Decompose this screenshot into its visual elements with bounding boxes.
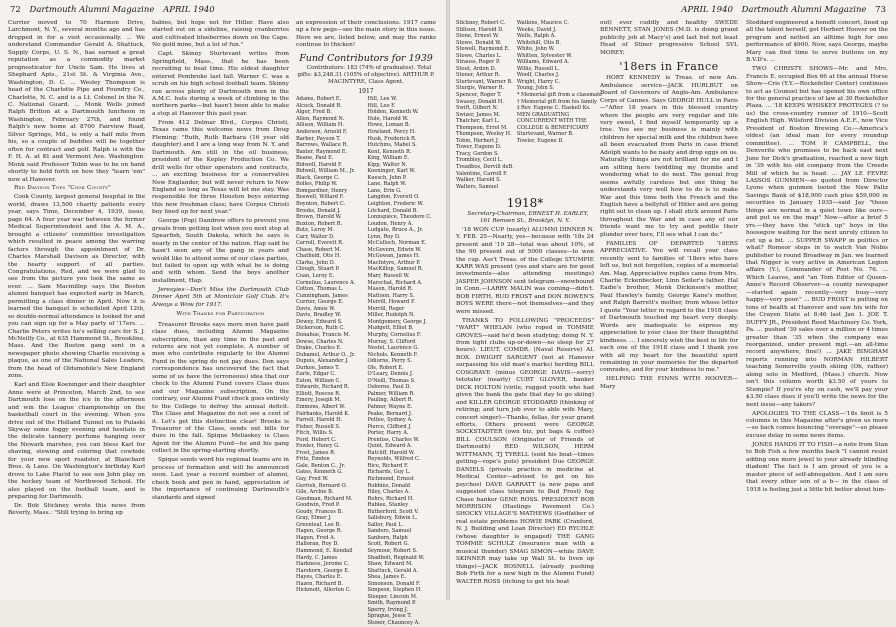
- contributor-name: Rohrs, Richard H.: [367, 495, 414, 502]
- contributor-name: Riley, Charles A.: [367, 489, 410, 496]
- contributor-name: Marschat, Richard A.: [367, 279, 423, 286]
- contributor-name: Treadbos, Dervill deB.: [456, 164, 514, 171]
- contributor-name: Coan, Leroy E.: [296, 273, 335, 280]
- contributor-name: Goodwin, Fred P.: [296, 502, 340, 509]
- left-column-3: [296, 20, 436, 627]
- paragraph: babies, but hope not for Hitler. Have also started out on a sideline, raising cranberries and cultivated blueberries down on the Cape. No gold mine, but a lot of fun.": [152, 20, 289, 49]
- contributor-name: Farrell, Harold H.: [296, 417, 343, 424]
- contributor-name: Alger, Fred B.: [296, 109, 332, 116]
- contributor-name: Sturtevant, Warner B.: [516, 131, 574, 138]
- paragraph: Currier moved to 70 Harmon Drive, Larchmont, N. Y., several months ago and has dropped in for a visit occasionally. ... We understand Commander Gerald A. Shattuck, Supply Corps, U. S. N., has earned a great reputation as a commodity market prognosticator for Uncle Sam. He lives at Shephard Apts., 21st St. & Virginia Ave., Washington, D. C. ... Wesley Thompson is head of the Charlotte Pipe and Foundry Co., Charlotte, N. C. and is a Lt. Colonel in the N. C. National Guard. ... Monk Wells joined Ralph Britton at a Dartmouth luncheon in Washington, February 27th, and found Ralph's new home at 8700 Fairview Road, Silver Springs, Md., is only a half mile from his, so a couple of buddies will be together often for contract and golf. Ralph is with the F. H. A. at Kt and Vermont Ave. Washington. Monk said Professor Tobin was to be on hand shortly to hold forth on how they "learn 'em" now at Hanover.: [8, 20, 145, 183]
- contributor-name: Alcock, Donald R.: [296, 102, 342, 109]
- contributor-name: CONCURRENT WITH THE: [516, 118, 587, 125]
- contributor-name: Montgomery, George J.: [367, 318, 427, 325]
- class-year-heading: 1918*: [506, 196, 544, 211]
- contributor-name: Carr, Walter D.: [296, 233, 335, 240]
- contributor-name: Durkee, James T.: [296, 364, 340, 371]
- contributor-name: Howe, Loman B.: [367, 122, 411, 129]
- contributor-name: Dubamel, Arthur O., Jr.: [296, 351, 356, 358]
- contributor-name: Odiorne, Perry S.: [367, 358, 413, 365]
- contributor-name: Gay, Fred W.: [296, 475, 329, 482]
- contributor-name: White, John W.: [516, 46, 555, 53]
- contributor-name: Nestel, Laurence G.: [367, 345, 419, 352]
- contributor-name: Stoner, Arthur R.: [456, 72, 501, 79]
- contributor-name: Hagen, Fred A.: [296, 534, 336, 541]
- contributor-name: MacKillop, Samuel R.: [367, 266, 424, 273]
- contributor-name: Seymour, Robert S.: [367, 548, 418, 554]
- contributor-name: Lynn, Roy D.: [367, 233, 401, 240]
- right-page: [450, 0, 896, 600]
- contributor-name: Trombley, Cecil L.: [456, 157, 503, 164]
- paragraph: Dr. Bob Stickney wrote this news from Beverly, Mass.: "Still trying to bring up: [8, 503, 145, 517]
- contributor-name: Anderson, Arnold F.: [296, 129, 348, 135]
- right-page-number: 73: [875, 5, 886, 15]
- contributor-name: Bidwell, William M., Jr.: [296, 168, 356, 175]
- fund-contributors-title: Fund Contributors for 1939: [299, 52, 433, 64]
- contributor-name: Dupuis, Alexander J.: [296, 358, 349, 365]
- contributor-name: MEN GRADUATING: [516, 111, 570, 118]
- contributor-name: Hill, Lee W.: [367, 96, 398, 103]
- contributor-name: Pierce, Clifford J.: [367, 423, 412, 430]
- contributor-name: Mattoon, Harry S.: [367, 292, 415, 299]
- contributor-name: Brown, Harold W.: [296, 214, 342, 221]
- contributor-name: Hole, Harold W.: [367, 115, 409, 122]
- contributor-name: Donahue, Francis M.: [296, 331, 351, 338]
- contributor-name: Wells, Ralph A.: [516, 33, 556, 40]
- contributor-name: Adams, Robert E.: [296, 96, 342, 103]
- contributor-name: Greenleaf, Lee B.: [296, 521, 341, 528]
- contributor-name: McGovern, Edwin W.: [367, 246, 422, 253]
- contributor-name: Hayes, Charles E.: [296, 574, 343, 581]
- contributor-name: Harshorn, George E.: [296, 567, 350, 574]
- contributor-name: Peake, Bernard J.: [367, 410, 413, 417]
- contributor-name: King, William E.: [367, 155, 410, 162]
- paragraph: Karl and Elsie Koeninger and their daughter Anne were at Princeton, March 2nd, to see Dartmouth lose on the ice in the afternoon and win the League championship on the basketball court in the evening. When you drive out of the Holland Tunnel on to Pulaski Skyway some foggy evening and hesitate in the delicate tannery perfume hanging over the Newark marshes, you can bless Karl for shaving, stewing and coloring that cowhide for your new sport roadster, at Blanchard Bros. & Lane. On Washington's birthday Karl drove to Lake Placid to see son John play on the hockey team of Northwood School. He also played on the football team, and is preparing for Dartmouth.: [8, 382, 145, 501]
- paragraph: '18 WON CUP (nearly) ALUMNI DINNER N. Y. FEB. 25—Nearly, yes—because with '18s 24 present and '19 28—total was about 10%, of the 90 present out of 5000 classes—to won the cup. Ass't Treas. of the College STUMPIE KARR WAS present (yes and stars are for good investments—also attending meetings) JASPER JOHNSON sent telegram—snowbound in Conn.—LARRY MALIN was coming—didn't. BOB FIRTH, RUD FROST and DON BOWEN'S BOYS WERE there—not themselves—and they were missed.: [456, 226, 594, 315]
- contributor-name: Stout, Ardon D.: [456, 65, 497, 72]
- paragraph: Treasurer Brooks says more men have paid class dues, including Alumni Magazine subscription, than any time in the past and returns are not yet complete. A number of men who contribute regularly to the Alumni Fund in the spring do not pay dues. Don says correspondence has uncovered the fact that some of us have the (erroneous) idea that our check to the Alumni Fund covers Class dues and our Magazine subscription. On the contrary, our Alumni Fund check goes entirely to the College to defray the annual deficit. The Class and Magazine do not see a cent of it. Let's get this distinction clear! Brooks is Treasurer of the Class, sends out bills for dues in the fall. Spique Meliaskey is Class Agent for the Alumni Fund—he and his gang collect in the spring-starting shortly.: [152, 321, 289, 455]
- contributor-name: Black, George C.: [296, 174, 340, 181]
- contributor-name: Fisher, Russell S.: [296, 423, 341, 430]
- contributor-name: Merrill, Roger: [367, 305, 405, 312]
- contributor-name: Murphy, Cornelius F.: [367, 331, 422, 338]
- contributor-name: Simonson, Donald F.: [367, 580, 421, 587]
- contributor-name: Currier, George E.: [296, 299, 344, 306]
- contributor-name: Stowe, Donald W.: [456, 39, 502, 46]
- contributor-name: Frost, James R.: [296, 449, 336, 456]
- paragraph: FAMILIES OF DEPARTED '18ERS APPRECIATIVE. You will recall your class recently sent to families of '18ers who have left us, but not forgotten, copies of a memorial Am. Mag. Appreciative replies came from Mrs. Charlie Eckenbecker, Linn Seiler's father. Hal Eadie's brother, Monk Dickinson's mother, Paul Hawley's family, George Kane's mother, and Ralph Barrett's mother, from whose letter I quote "Your letter in regard to the 1918 class of Dartmouth touched my heart very deeply. Words are inadequate to express my appreciation to your class for their thoughtful kindness. ... I sincerely wish the best in life for each one of the 1918 class and I thank you with all my heart for the beautiful spirit remaining in your memories for the departed comrades, and for your kindness to me.": [600, 240, 738, 374]
- contributor-name: Ludgate, Bruce A., Jr.: [367, 227, 424, 234]
- fund-summary: Contributors: 183 (74% of graduates). Total gifts: $3,248.31 (105% of objective). ARTHUR P. MACINTYRE, Class Agent.: [297, 64, 435, 85]
- contributor-name: Palmer, William R.: [367, 390, 415, 397]
- contributor-name: Stoner, Chauncey A.: [367, 620, 420, 627]
- contributor-name: Willis, Russell L.: [516, 65, 560, 72]
- contributor-name: Dewey, Edward S.: [296, 318, 343, 325]
- contributor-name: Gray, Elmer J.: [296, 515, 332, 522]
- contributor-name: Brooks, Donald J.: [296, 207, 341, 214]
- contributor-name: Kuesch, John P.: [367, 174, 407, 181]
- contributor-name: Cunningham, James: [296, 292, 348, 299]
- contributor-name: Howland, Percy H.: [367, 129, 416, 135]
- contributor-name: Litchard, Donald B.: [367, 207, 419, 214]
- contributor-name: Sleeper, Lincoln M.: [367, 593, 418, 600]
- contributor-name: Scott, Robert G.: [367, 541, 410, 548]
- contributor-name: Goudy, Frances B.: [296, 508, 343, 515]
- right-column-2: [600, 20, 738, 594]
- contributor-name: Halloran, Roy D.: [296, 541, 339, 548]
- contributor-list: [456, 20, 603, 190]
- contributor-name: Watkins, Maurice C.: [516, 20, 570, 26]
- contributor-name: Mason, Harold R.: [367, 286, 413, 293]
- contributor-sublist: [368, 96, 437, 626]
- contributor-name: Stone, Ernest W.: [456, 33, 499, 40]
- contributor-name: Husk, Frederick R.: [367, 135, 417, 142]
- paragraph: APOLOGIES TO THE CLASS—'18s limit is 5 columns in this Magazine after's given us more—so back comes bouncing "overage"—so please excuse delay in some news items.: [746, 410, 888, 439]
- paragraph: an expression of their conclusions. 1917 came up a few pegs—see the main story in this issue. Here we are, listed below, and may the ranks continue to thicken!: [296, 20, 436, 49]
- contributor-name: Salisbury, Edwin L.: [367, 515, 418, 522]
- contributor-name: Woolf, Charles J.: [516, 72, 560, 79]
- contributor-name: Ols, Robert E.: [367, 364, 404, 371]
- contributor-name: Merrill, Howard F.: [367, 299, 416, 306]
- contributor-name: Hickmott, Allerton C.: [296, 587, 351, 594]
- contributor-name: Prentiss, Charles W.: [367, 436, 420, 443]
- contributor-name: O'Neill, Thomas S.: [367, 377, 416, 384]
- contributor-name: Whitten, Sylvester W.: [516, 52, 573, 59]
- contributor-name: Sperry, Irving J.: [367, 606, 408, 613]
- contributor-name: Stowell, Raymond E.: [456, 46, 510, 53]
- contributor-name: Gile, Archie B.: [296, 489, 334, 496]
- paragraph: HELPING THE FINNS WITH HOOVER—Mary: [600, 376, 738, 390]
- contributor-name: Walters, Samuel: [456, 183, 499, 190]
- contributor-name: Sturtevant, Warner B.: [456, 78, 513, 85]
- contributor-name: Sturgis, Warner R.: [456, 85, 505, 92]
- contributor-name: Rublee, Stanley: [367, 502, 409, 509]
- contributor-name: Wright, Harry C.: [516, 78, 560, 85]
- contributor-name: Boswell, Willard F.: [296, 194, 345, 201]
- contributor-name: Swift, Gilbert N.: [456, 105, 499, 112]
- contributor-name: Leighton, Frederic W.: [367, 201, 424, 208]
- contributor-name: Beane, Paul E.: [296, 155, 334, 162]
- contributor-name: Davis, Amos W.: [296, 305, 336, 312]
- contributor-name: Hutchins, Mabel S.: [367, 142, 417, 149]
- contributor-name: Allison, William H.: [296, 122, 344, 129]
- contributor-name: Tower, Eugene D.: [456, 144, 502, 151]
- paragraph: Cook County, largest general hospital in the world, draws 13,500 charity patients every year, says Time, December 4, 1939, issue, page 64. A four year war between the former Medical Superintendent and the A. M. A., brought a citizens' committee investigation which resulted in peace among the warring factors through the appointment of Dr. Charles Marshall Davison as Director, with the hearty support of all parties. Congratulations, Red, and we were glad to see from the picture you look the same as ever. ... Sam Macmillop says the Boston alumni banquet has expected early in March, permitting a class dinner in April. Now it is learned the banquet is scheduled April 12th, so double-normal attendance is looked for and you can sign up for a May party of '17ers. ... Charlie Peters writes he's selling cars for S. J. McNeilly Co., at 635 Hammond St., Brookline, Mass. And the Boston gang sent in a newspaper photo showing Charlie receiving a plaque, as one of the National Sales Leaders, from the head of Oldsmobile's New England zone.: [8, 194, 145, 380]
- contributor-name: Thompson, Wesley H.: [456, 131, 512, 138]
- right-page-header: [460, 5, 886, 17]
- contributor-name: Simpson, Stephen H.: [367, 587, 422, 594]
- paragraph: JONES HANDS IT TO FISH—a note from Stan to Bob Fish a few months back "I cannot resist adding one more jewel to your already blinding diadem! The fact is I am proud of you is a master piece of self-abnegation. And I am sure that every other son of a b— in the class of 1918 is feeling just a little bit better about him-: [746, 441, 888, 493]
- contributor-name: Allen, Raymond N.: [296, 115, 345, 122]
- contributor-name: Richmond, Ernest: [367, 475, 414, 482]
- paragraph: Capt. Skinny Sturtevant writes from Springfield, Mass., that he has been recruiting to beat time. His eldest daughter entered Pembroke last fall. Warner C. was a scrub on his high school football team. Skinny ran across plenty of Dartmouth men in the A.M.C. huts during a week of climbing in the northern parks—but hasn't been able to make a stop at Hanover this past year.: [152, 51, 289, 117]
- contributor-name: Davis, Bradley W.: [296, 312, 342, 319]
- contributor-name: Shattuck, Gerald A.: [367, 567, 419, 574]
- contributor-name: Shaw, Edward M.: [367, 561, 413, 568]
- contributor-name: Cotton, Thomas L.: [296, 286, 344, 293]
- contributor-name: Dowse, Charles N.: [296, 338, 344, 345]
- contributor-name: Kipp, Walter N.: [367, 161, 408, 168]
- contributor-name: Stowe, Charles L.: [456, 52, 502, 59]
- paragraph: Jeresyies—Don't Miss the Dartmouth Club Dinner April 5th at Montclair Golf Club. It's Always a Wow for 1917.: [152, 286, 289, 308]
- contributor-name: Fowler, Henry G.: [296, 443, 340, 450]
- contributor-name: Hill, Leo F.: [367, 102, 396, 109]
- contributor-name: Boynton, Robert C.: [296, 201, 346, 208]
- right-issue-date: APRIL 1940: [681, 5, 733, 15]
- contributor-name: Osborne, Paul D.: [367, 384, 411, 391]
- contributor-name: Cornelius, Laurence A.: [296, 279, 356, 286]
- contributor-name: Sanders, Samuel: [367, 528, 412, 535]
- contributor-name: Butz, Leroy M.: [296, 227, 335, 234]
- contributor-name: Baxter, Raymond E.: [296, 148, 348, 155]
- class-secretary: Secretary-Chairman, ERNEST H. EARLEY, 161 Remsen St., Brooklyn, N. Y.: [467, 211, 589, 225]
- contributor-name: Miller, Rudolph N.: [367, 312, 415, 319]
- contributor-sublist: [456, 20, 514, 190]
- contributor-sublist: [517, 20, 602, 190]
- paragraph: Spique sends word his regional teams are in process of formation and will be announced soon. Last year a record number of alumni, check book and pen in hand, appreciation of the importance of continuing Dartmouth's standards and signed: [152, 457, 289, 501]
- paragraph: George (Pop) Dandrow offers to prevent you greats from getting lost when you next stop at Spearfish, South Dakota, which he says is nearly in the center of the nation. Hap said he hasn't seen any of the gang in years and would like to attend some of our class parties, but failed to open up with what he is doing and with whom. Send the boys another installment, Hap.: [152, 218, 289, 284]
- contributor-name: Gale, Benton C., Jr.: [296, 462, 346, 469]
- right-column-3: [746, 20, 888, 594]
- contributor-name: Lane, Ralph W.: [367, 181, 407, 188]
- contributor-list: [296, 96, 436, 626]
- contributor-name: Hazen, Richard B.: [296, 580, 344, 587]
- left-issue-date: APRIL 1940: [163, 5, 215, 15]
- contributor-name: Emmons, Albert W.: [296, 403, 346, 410]
- contributor-name: Clough, Stuart P.: [296, 266, 340, 273]
- contributor-name: Walker, Harold S.: [456, 177, 502, 184]
- contributor-name: McGowan, James H.: [367, 253, 420, 260]
- contributor-name: Robbins, Donald: [367, 482, 411, 489]
- contributor-name: Holden, Kenneth W.: [367, 109, 419, 116]
- contributor-name: Shadbolt, Reginald W.: [367, 554, 425, 561]
- contributor-name: Richards, Guy L.: [367, 469, 411, 476]
- contributor-name: Hardy, C. James: [296, 554, 338, 561]
- contributor-name: McCulloch, Norman E.: [367, 240, 427, 247]
- contributor-name: Lane, Erin G.: [367, 187, 402, 194]
- section-title: '18ers in France: [619, 60, 719, 74]
- contributor-name: Mudgett, Elliot B.: [367, 325, 414, 332]
- left-page: [0, 0, 446, 627]
- paragraph: Stoddard engineered a benefit concert, lined up all the talent herself, got Herbert Hoover on the program and netted an alltime high for one performance of $900. Now, says George, maybe Mary can find time to serve buttons on my B.V.D's. ...: [746, 20, 888, 64]
- contributor-name: Rutherford, Scott V.: [367, 508, 419, 515]
- contributor-name: Hagen, George R.: [296, 528, 343, 535]
- contributor-name: Sanborn, Ralph: [367, 534, 408, 541]
- contributor-name: Ratcliff, Harold W.: [367, 449, 415, 456]
- contributor-name: Barber, Payson T.: [296, 135, 341, 142]
- paragraph: TWO CHRISTY SHOWS—Mr. and Mrs. Francis E. occupied Box 66 at the annual Horse Show—Cris (Y.Y.—Rockefeller Center) continues to act as Counsel but has opened his own office for the general practice of law at 30 Rockefeller Plaza. ... '18 KEEPS WHISKEY PROTEGES (? to us) the cross-country runner of 1910—Scott English High. Wilsford Division A.E.F., now Vice President of Boston Brewing Co.—America's oldest (an ideal man for every roundup committee). ... TOM P. CAMPBELL, the Denverite who promises to be back east next June for Dick's graduation, reached a new high in '39 with his old company from the Creede Mill of which he is head. ... JAY LE FEVRE LASSOS GUNMEN—so quoted from Director Lyons when gunmen looted the New Paltz Savings Bank of $18,900 cash plus $59,000 in securities in January 1935—said Jay "those things are normal in a quiet town like ours—and put us on the map" Now—after a brief 5 yrs.—they have the "stick up" boys in the hoosegow waiting for the next unruly citizen to cut up a bit. ... SUPPER SWAPP in politics or what? Romeor steps in to watch Van Nobis publisher to round Broadway in Jan. we learned that Nigger is very active in American Legion affairs (Y.), Commander of Post No. 76. ... Which Leaves, and "an Tom Editor of Queen-Anne's Record Observer—a county newspaper—started again recently—very busy—very happy—very poor." ... BUD FROST is putting on tons of health at Hanover and saw his wife for the Crayen State at 8:46 last Jan 1. JOE T. DUFFY JR., President Reed Machinery Co. York, Pa. ... pushed '39 sales over a million or 4 times greater than '35 when the company was reorganized, under present mgt.—an all-time record anywhere, fine!) ... JAKE BINGHAM reports running into NORMAN HILBERT teaching Somerville youth skiing (Oh, rather) along solo in Medford, (Mass.) church. Now isn't this column worth $3.50 of yours to Stumpie? If you're shy on cash, we'll pay your $3.50 class dues if you'll write the news for the next issue—any takers?: [746, 66, 888, 408]
- contributor-name: Towler, Eugene D.: [516, 137, 564, 144]
- contributor-name: O'Leary, Dennis J.: [367, 371, 414, 378]
- contributor-name: Earle, Edgar C.: [296, 371, 336, 378]
- contributor-name: Porter, Harry A.: [367, 430, 409, 437]
- contributor-name: Pauling, Albert R.: [367, 397, 414, 404]
- contributor-name: Smith, Raymond P.: [367, 600, 416, 607]
- contributor-name: Loudon, Henry A.: [367, 220, 414, 227]
- contributor-name: Eaton, William C.: [296, 377, 341, 384]
- contributor-name: Bidwell, Harold F.: [296, 161, 343, 168]
- paragraph: HORT KENNEDY is Treas. of new Am. Ambulance service—JACK HURLBUT on Board of Governors of Anglo-Am. Ambulance Corps of Cannes. Says GEORGE HULL in Paris—"After 18 years in this blessed country where the people are very regular and life very sweet, I find myself temporarily up a tree. You see my business is mainly with children for special milk and the children have all been evacuated from Paris in case friend Adolph wants to be nasty and drop eggs on us. Naturally things are not brilliant for me and I am sitting here twiddling my thumbs and wondering what to do next. The genial frog seems awfully careless but one thing he understands very well how to do is to make War and this time both the French and the English have a bellyfull of Hitler and are going right out to clean up. I shall stick around Paris throughout the War and in case any of our friends want me to try and peddle their plunder over here, I'll see what I can do.": [600, 75, 738, 238]
- left-column-1: [8, 20, 145, 594]
- contributor-name: Young, John S.: [516, 85, 555, 92]
- contributor-name: Edwards, Richard R.: [296, 384, 350, 391]
- contributor-name: Murray, S. Clifford: [367, 338, 416, 345]
- contributor-name: Carroll, Everett R.: [296, 240, 344, 247]
- contributor-name: Marr, Russell W.: [367, 273, 410, 280]
- contributor-name: † Memorial gift from his family: [516, 98, 597, 105]
- left-column-2: [152, 20, 289, 594]
- contributor-name: Koeninger, Karl W.: [367, 168, 416, 175]
- contributor-name: Buxton, Robert R.: [296, 220, 343, 227]
- contributor-name: Shea, James E.: [367, 574, 407, 581]
- left-magazine-title: Dartmouth Alumni Magazine: [29, 5, 155, 15]
- contributor-name: Stillson, Harold D.: [456, 26, 504, 33]
- paragraph: THANKS TO FOLLOWING "PROCEEDS" "WART" WHELAN (who roped in TOMMIE GROVES—said he'd been studying; doing N. Y. from tight clubs up-or-down—no sleep for 27 hours). LIEUT. COMDR. (Naval Reserve) AL BOX. DWIGHT SARGENT (not at Hanover surpassing his old man's marks) herding BILL COSGRAVE (minus GEORGE DAVIS—sorry) tetotaler (nearly) CURT GLOVER, banker DICK HOLTON (virile, rugged youth who had given the bank the gate that day to go skiing) and KILLER GEORGE STODDARD (thinking of retiring; and turn job over to able wife Mary, concert singer)—Thanks, fellas, for your grand efforts. Others present were GEORGE SOCKSTADTER (own biz, put bags & coffee) BILL COULSON (Originator of Friends of Dartmouth) RED WILSON, HERM WITTMANN, TJ TYRELL (sold his boat—times getting—rope's puts) president Dus GEORGE DANIELS (private practice in medicine at Medical Center—advised to get on his psychos) DAVE GARRATT (a new papa and suggested class telegram to Bud Frost) fog Chase banker GENE ROSS. PRESIDENT BOB MORRISON (Hastings Pavement Co.) SHOCKY VILLAGE'S MATHEWS (Godfather of real estate problems HOWIE PARK (Cranford, N. J. Building and Loan Director) ED RYCHLE (whose daughter is engaged) THE GANG TOMMIE SCHULZ (insurance man with a musical thunder) SMAG SIMON—while DAVE SKINNER may take up Wall St. to liven up things)—JACK BOSNELL (already pushing Bob Firth for a new high in the Alumni Fund) WALTER ROSS (itching to get his boat: [456, 317, 594, 585]
- contributor-name: MacIntyre, Arthur P.: [367, 259, 421, 266]
- contributor-name: Barrows, Wallace R.: [296, 142, 348, 149]
- contributor-name: Swasey, Donald H.: [456, 98, 504, 105]
- right-column-1: [456, 20, 603, 594]
- contributor-name: Bolles, Philip W.: [296, 181, 338, 188]
- contributor-sublist: [296, 96, 365, 626]
- contributor-name: Williams, Edward A.: [516, 59, 570, 66]
- contributor-name: Gerrish, Bernard O.: [296, 482, 348, 489]
- contributor-name: Tobin, Herbert J.: [456, 137, 500, 144]
- contributor-name: Nichols, Kenneth F.: [367, 351, 418, 358]
- contributor-name: Fritz, Emden: [296, 456, 330, 463]
- contributor-name: Rice, Richard F.: [367, 462, 409, 469]
- contributor-name: Weeks, David J.: [516, 26, 557, 33]
- contributor-name: Tracy, Gordon S.: [456, 150, 499, 157]
- contributor-name: Swizer, James M.: [456, 111, 501, 118]
- contributor-name: Chase, Robert M.: [296, 246, 342, 253]
- contributor-name: COLLEGE & BENEFICIARY: [516, 124, 589, 131]
- contributor-name: * Memorial gift from a classmate: [516, 92, 603, 99]
- contributor-name: Kent, Kenneth R.: [367, 148, 412, 155]
- contributor-name: Clarke, John D.: [296, 259, 336, 266]
- left-page-header: [10, 5, 436, 17]
- contributor-name: Fitch, Willis S.: [296, 430, 334, 437]
- right-magazine-title: Dartmouth Alumni Magazine: [741, 5, 867, 15]
- section-heading: With Thanks for Participation: [176, 311, 265, 318]
- contributor-name: Emery, Joseph M.: [296, 397, 342, 404]
- contributor-name: Fairbanks, Harold K.: [296, 410, 350, 417]
- contributor-name: Ford, Hebert C.: [296, 436, 337, 443]
- contributor-name: Hammond, E. Kendall: [296, 548, 353, 554]
- left-page-number: 72: [10, 5, 21, 15]
- contributor-name: Valentine, Carroll F.: [456, 170, 508, 177]
- contributor-name: Lonnspiece, Theodore C.: [367, 214, 432, 221]
- contributor-name: Reynolds, Wilfred C.: [367, 456, 421, 463]
- contributor-name: Strauss, Roger P.: [456, 59, 500, 66]
- contributor-name: Chatfield, Otis H.: [296, 253, 341, 260]
- contributor-name: Pahner, Wayne E.: [367, 403, 413, 410]
- paragraph: out) ever cuddly and healthy SWEDE BENNETT, STAN JONES (M.D. is doing grand publicity job at Macy's) and last but not least Head of Stiner progressive School SVL MOREY;: [600, 20, 738, 56]
- contributor-name: Drake, Charles E.: [296, 345, 342, 352]
- contributor-name: Bomgardner, Henry: [296, 187, 348, 194]
- contributor-name: Dickerson, Ruth C.: [296, 325, 345, 332]
- paragraph: From 412 Delmar Blvd., Corpus Christi, Texas came this welcome news from Doug Fleming: "Ruth, Ruth Barbara (16 year old daughter) and I are a long way from N. Y. and Dartmouth. Am still in the oil business, president of the Kepley Production Co. We drill wells for other operators and contracts, ... an exciting business for a conservative New Englander, but will never return to New England so long as Texas will let me stay. Was responsible for three Houston boys entering this new freshman class; have Corpus Christi boy lined up for next year.": [152, 119, 289, 216]
- contributor-name: ‡ Rev. Eugene C. Haskell Ks.: [516, 105, 591, 112]
- contributor-name: Sprague, Jesse T.: [367, 613, 412, 620]
- contributor-name: Stickney, Robert C.: [456, 20, 506, 26]
- contributor-name: Gates, Kenneth G.: [296, 469, 343, 476]
- contributor-name: Quint, Edward A.: [367, 443, 413, 450]
- contributor-name: Pettee, Sydney A.: [367, 417, 413, 424]
- contributor-name: Harkness, Jerome C.: [296, 561, 350, 568]
- contributor-name: Sallor, Paul L.: [367, 521, 404, 528]
- contributor-name: Langdon, Everett O.: [367, 194, 420, 201]
- section-heading: Red Davison Tops "Cook County": [14, 185, 111, 192]
- fund-class-year: 1917: [358, 87, 374, 95]
- contributor-name: Elliott, Roscoe R.: [296, 390, 341, 397]
- contributor-name: Spencer, Roger T.: [456, 92, 502, 99]
- contributor-name: Thompson, Errol M.: [456, 124, 508, 131]
- contributor-name: Goodman, Richard M.: [296, 495, 353, 502]
- contributor-name: Whitehill, Otis B.: [516, 39, 561, 46]
- contributor-name: Thatcher, Karl L.: [456, 118, 500, 125]
